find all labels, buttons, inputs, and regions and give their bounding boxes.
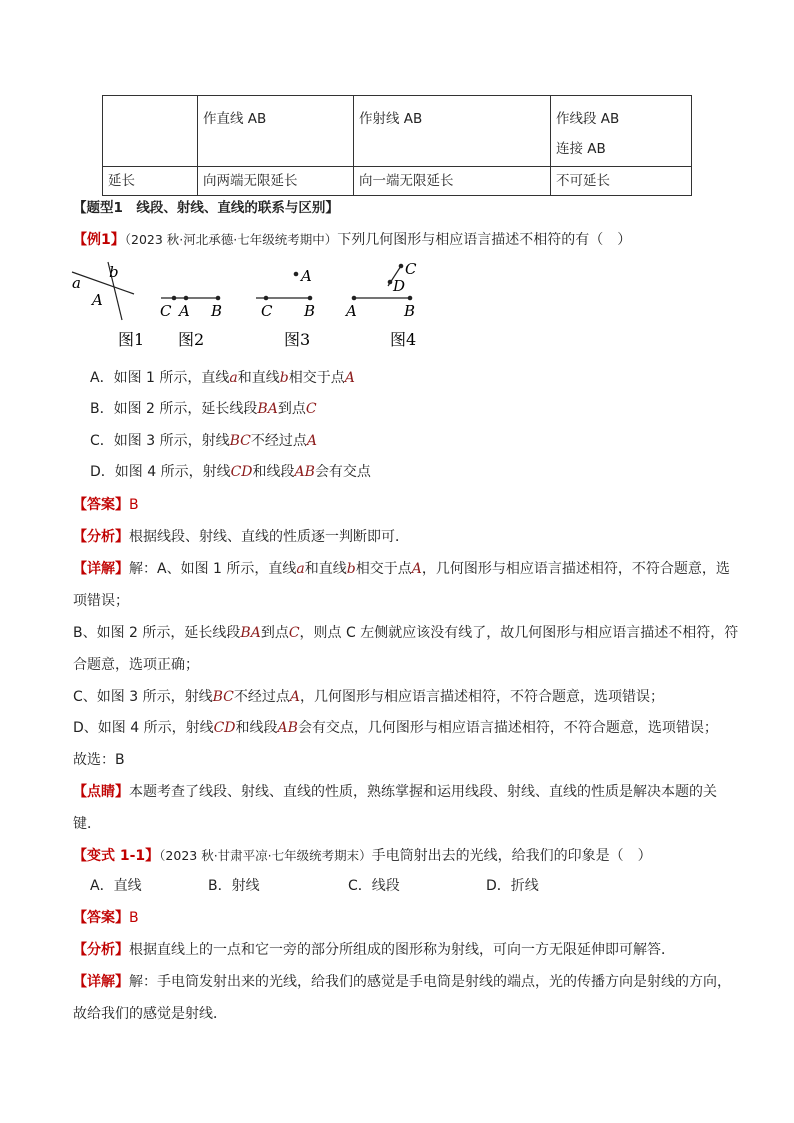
- math: A: [289, 689, 300, 705]
- analysis-text: 根据线段、射线、直线的性质逐一判断即可．: [129, 529, 409, 545]
- table-cell: 不可延长: [551, 167, 692, 196]
- fig3-caption: 图3: [284, 330, 311, 349]
- option-a: [90, 368, 355, 388]
- option-c: [90, 431, 317, 451]
- math: AB: [277, 720, 298, 736]
- text: 和线段: [235, 720, 278, 736]
- fig2-label-C: C: [160, 302, 172, 320]
- table-cell: 作直线 AB: [198, 96, 354, 167]
- comparison-table: [102, 95, 692, 196]
- variant-question-text: 手电筒射出去的光线，给我们的印象是（ ）: [371, 848, 652, 864]
- text: 和线段: [252, 464, 295, 480]
- analysis-tag: 【分析】: [73, 942, 129, 958]
- example-answer: [73, 495, 139, 515]
- text: 到点: [277, 401, 306, 417]
- detail-line: [73, 559, 730, 579]
- text: 相交于点: [288, 370, 345, 386]
- text: 和直线: [237, 370, 280, 386]
- math: CD: [230, 464, 253, 480]
- fig1-label-a: a: [72, 274, 81, 292]
- analysis-tag: 【分析】: [73, 529, 129, 545]
- table-row: [103, 167, 692, 196]
- detail-tag: 【详解】: [73, 974, 129, 990]
- example-question: [73, 230, 631, 250]
- variant-tag: 【变式 1-1】: [73, 848, 160, 864]
- fig4-label-B: B: [404, 302, 416, 320]
- option-b: [90, 399, 317, 419]
- fig3-label-C: C: [261, 302, 273, 320]
- answer-tag: 【答案】: [73, 497, 129, 513]
- text: 到点: [260, 625, 289, 641]
- table-cell: 向一端无限延长: [354, 167, 551, 196]
- text: B．如图 2 所示，延长线段: [90, 401, 258, 417]
- text: D．如图 4 所示，射线: [90, 464, 231, 480]
- fig2-label-A: A: [179, 302, 190, 320]
- detail-line: 故给我们的感觉是射线．: [73, 1006, 227, 1022]
- variant-option-a: A．直线: [90, 878, 142, 894]
- fig2-caption: 图2: [178, 330, 205, 349]
- math: a: [229, 370, 238, 386]
- table-cell: 延长: [103, 167, 198, 196]
- variant-analysis: [73, 940, 675, 960]
- table-cell: [103, 96, 198, 167]
- math: A: [411, 561, 422, 577]
- text: ，几何图形与相应语言描述相符，不符合题意，选项错误；: [299, 689, 664, 705]
- example-tag: 【例1】: [73, 232, 125, 248]
- text: ，则点 C 左侧就应该没有线了，故几何图形与相应语言描述不相符，符: [299, 625, 739, 641]
- detail-line: 项错误；: [73, 593, 129, 609]
- text: 解：A、如图 1 所示，直线: [129, 561, 297, 577]
- text: 会有交点: [314, 464, 371, 480]
- text: 不经过点: [250, 433, 307, 449]
- table-cell: 作射线 AB: [354, 96, 551, 167]
- math: b: [279, 370, 289, 386]
- variant-option-c: C．线段: [348, 878, 400, 894]
- math: BC: [212, 689, 234, 705]
- text: D、如图 4 所示，射线: [73, 720, 214, 736]
- text: A．如图 1 所示，直线: [90, 370, 230, 386]
- fig4-label-A: A: [346, 302, 357, 320]
- fig4-label-C: C: [405, 260, 417, 278]
- math: A: [344, 370, 355, 386]
- math: A: [306, 433, 317, 449]
- example-analysis: [73, 527, 409, 547]
- math: C: [305, 401, 317, 417]
- example-question-text: 下列几何图形与相应语言描述不相符的有（ ）: [337, 232, 632, 248]
- comment-line: 键．: [73, 816, 101, 832]
- math: a: [296, 561, 305, 577]
- table-row: [103, 96, 692, 167]
- geometry-figures: [66, 260, 436, 350]
- math: C: [288, 625, 300, 641]
- detail-line: [73, 718, 718, 738]
- math: b: [346, 561, 356, 577]
- example-comment: [73, 782, 717, 802]
- text: B、如图 2 所示，延长线段: [73, 625, 241, 641]
- variant-answer: [73, 908, 139, 928]
- answer-value: B: [129, 910, 139, 926]
- option-d: [90, 462, 371, 482]
- example-source: （2023 秋·河北承德·七年级统考期中）: [124, 232, 338, 247]
- detail-choice: 故选：B: [73, 752, 125, 768]
- detail-line: 合题意，选项正确；: [73, 657, 199, 673]
- text: 会有交点，几何图形与相应语言描述相符，不符合题意，选项错误；: [297, 720, 718, 736]
- cell-line: 作线段 AB: [556, 111, 620, 127]
- answer-tag: 【答案】: [73, 910, 129, 926]
- fig3-label-B: B: [304, 302, 316, 320]
- detail-line: [73, 687, 664, 707]
- math: CD: [213, 720, 236, 736]
- variant-option-d: D．折线: [486, 878, 539, 894]
- math: BA: [257, 401, 278, 417]
- detail-tag: 【详解】: [73, 561, 129, 577]
- text: 和直线: [304, 561, 347, 577]
- analysis-text: 根据直线上的一点和它一旁的部分所组成的图形称为射线，可向一方无限延伸即可解答．: [129, 942, 675, 958]
- table-cell: [551, 96, 692, 167]
- figure-1: [72, 262, 134, 320]
- text: 相交于点: [355, 561, 412, 577]
- section-title: 【题型1 线段、射线、直线的联系与区别】: [73, 200, 339, 216]
- variant-detail: [73, 972, 731, 992]
- table-cell: 向两端无限延长: [198, 167, 354, 196]
- comment-text: 本题考查了线段、射线、直线的性质，熟练掌握和运用线段、射线、直线的性质是解决本题的关: [129, 784, 717, 800]
- cell-line: 连接 AB: [556, 141, 606, 157]
- fig1-label-A: A: [92, 291, 103, 309]
- variant-option-b: B．射线: [208, 878, 260, 894]
- text: 不经过点: [233, 689, 290, 705]
- text: ，几何图形与相应语言描述相符，不符合题意，选: [421, 561, 730, 577]
- variant-question: [73, 846, 652, 866]
- variant-source: （2023 秋·甘肃平凉·七年级统考期末）: [159, 848, 372, 863]
- fig4-caption: 图4: [390, 330, 417, 349]
- fig3-label-A: A: [301, 267, 312, 285]
- comment-tag: 【点睛】: [73, 784, 129, 800]
- text: C．如图 3 所示，射线: [90, 433, 230, 449]
- detail-line: [73, 623, 738, 643]
- math: BA: [240, 625, 261, 641]
- math: AB: [294, 464, 315, 480]
- fig1-label-b: b: [109, 263, 119, 281]
- answer-value: B: [129, 497, 139, 513]
- text: C、如图 3 所示，射线: [73, 689, 213, 705]
- fig4-label-D: D: [393, 277, 406, 295]
- fig1-caption: 图1: [118, 330, 145, 349]
- math: BC: [229, 433, 251, 449]
- fig2-label-B: B: [211, 302, 223, 320]
- detail-text: 解：手电筒发射出来的光线，给我们的感觉是手电筒是射线的端点，光的传播方向是射线的方向，: [129, 974, 731, 990]
